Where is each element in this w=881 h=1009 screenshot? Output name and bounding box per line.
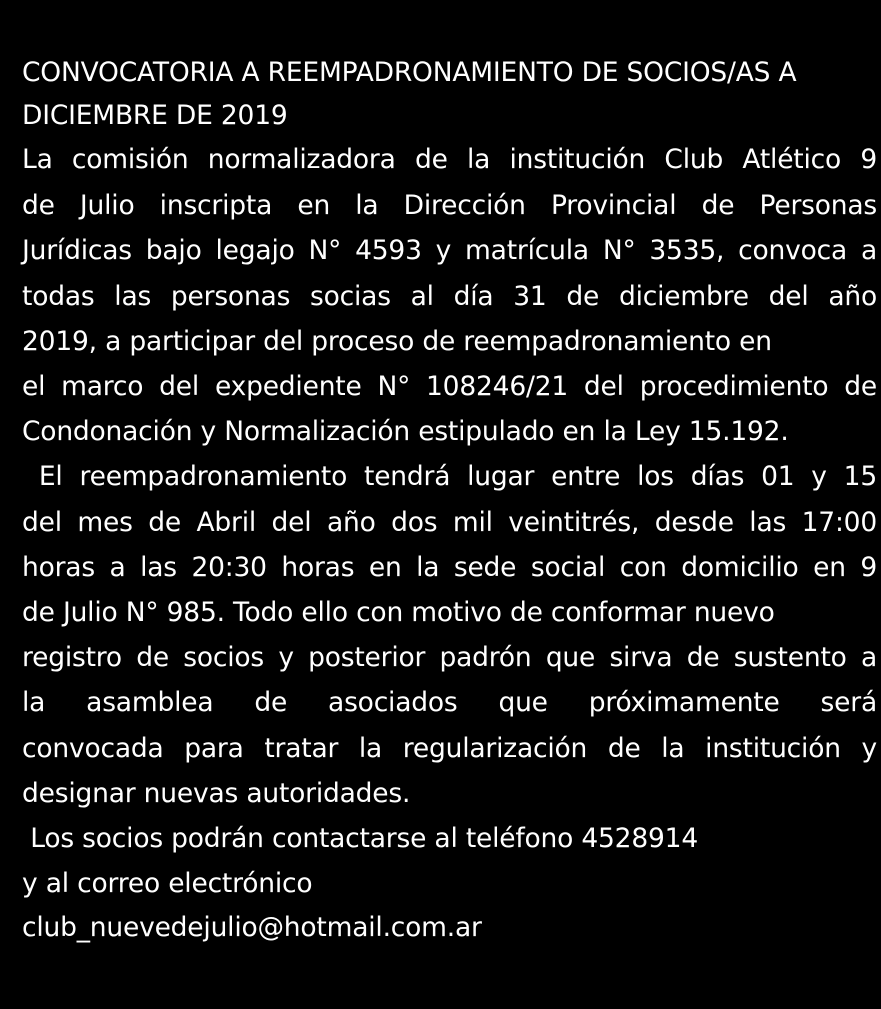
paragraph-2-line-5: registro de socios y posterior padrón que sirva de sustento a — [22, 642, 877, 673]
paragraph-2-line-7: convocada para tratar la regularización de la institución y — [22, 733, 877, 764]
paragraph-1-line-5: 2019, a participar del proceso de reempadronamiento en — [22, 326, 772, 357]
title-line-1: CONVOCATORIA A REEMPADRONAMIENTO DE SOCIOS/AS A — [22, 57, 797, 88]
paragraph-2-line-2: del mes de Abril del año dos mil veintitrés, desde las 17:00 — [22, 507, 877, 538]
paragraph-2-line-3: horas a las 20:30 horas en la sede social con domicilio en 9 — [22, 552, 877, 583]
paragraph-1-line-2: de Julio inscripta en la Dirección Provincial de Personas — [22, 190, 877, 221]
contact-phone-line: Los socios podrán contactarse al teléfono 4528914 — [22, 823, 698, 854]
contact-email: club_nuevedejulio@hotmail.com.ar — [22, 912, 482, 943]
paragraph-2-line-4: de Julio N° 985. Todo ello con motivo de conformar nuevo — [22, 597, 775, 628]
paragraph-1-line-6: el marco del expediente N° 108246/21 del procedimiento de — [22, 371, 877, 402]
title-line-2: DICIEMBRE DE 2019 — [22, 100, 288, 131]
contact-email-intro: y al correo electrónico — [22, 868, 313, 899]
paragraph-2-line-8: designar nuevas autoridades. — [22, 778, 411, 809]
paragraph-2-line-6: la asamblea de asociados que próximamente será — [22, 687, 877, 718]
paragraph-1-line-1: La comisión normalizadora de la institución Club Atlético 9 — [22, 144, 877, 175]
paragraph-1-line-3: Jurídicas bajo legajo N° 4593 y matrícula N° 3535, convoca a — [22, 235, 877, 266]
paragraph-2-line-1: El reempadronamiento tendrá lugar entre los días 01 y 15 — [22, 461, 877, 492]
paragraph-1-line-4: todas las personas socias al día 31 de diciembre del año — [22, 281, 877, 312]
paragraph-1-line-7: Condonación y Normalización estipulado en la Ley 15.192. — [22, 416, 789, 447]
